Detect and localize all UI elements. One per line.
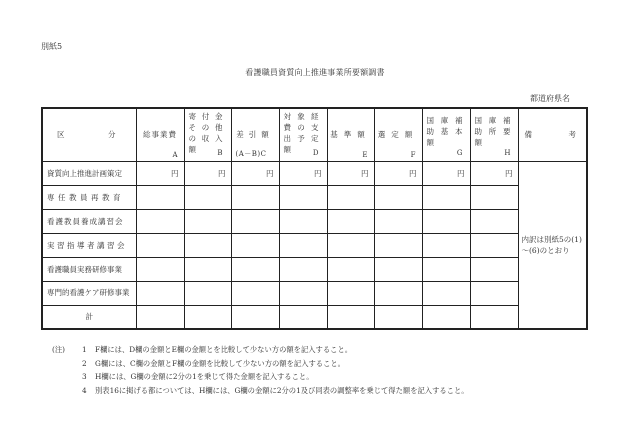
cell-h[interactable] — [470, 209, 518, 233]
note-item — [52, 343, 469, 357]
cell-c[interactable] — [231, 305, 279, 329]
cell-d[interactable]: 円 — [279, 161, 327, 185]
cell-g[interactable] — [422, 305, 470, 329]
row-label: 看護職員実務研修事業 — [42, 257, 136, 281]
cell-e[interactable]: 円 — [327, 161, 374, 185]
cell-b[interactable] — [184, 257, 231, 281]
cell-d[interactable] — [279, 209, 327, 233]
cell-d[interactable] — [279, 185, 327, 209]
header-col-b-label: 寄付金その他の収入額 — [188, 112, 227, 154]
table-row — [42, 233, 587, 257]
notes — [52, 343, 469, 397]
table-row — [42, 281, 587, 305]
header-col-g-letter: G — [456, 148, 466, 157]
cell-e[interactable] — [327, 305, 374, 329]
table-row — [42, 257, 587, 281]
header-col-c — [231, 108, 279, 161]
note-item — [52, 370, 469, 384]
cell-c[interactable] — [231, 281, 279, 305]
header-col-d-label: 対象経費の支出予定額 — [283, 112, 323, 154]
cell-b[interactable]: 円 — [184, 161, 231, 185]
note-text: G欄には、C欄の金額とF欄の金額を比較して少ない方の額を記入すること。 — [95, 358, 345, 368]
cell-f[interactable] — [374, 233, 422, 257]
note-item — [52, 384, 469, 398]
cell-e[interactable] — [327, 257, 374, 281]
row-label: 実習指導者講習会 — [42, 233, 136, 257]
cell-a[interactable] — [136, 257, 184, 281]
header-col-d-letter: D — [312, 148, 323, 157]
cell-d[interactable] — [279, 233, 327, 257]
header-col-g — [422, 108, 470, 161]
cell-a[interactable] — [136, 233, 184, 257]
header-col-g-label: 国庫補助基本額 — [426, 116, 466, 147]
header-col-e-label: 基準額 — [330, 130, 371, 140]
table-row — [42, 185, 587, 209]
row-label: 専門的看護ケア研修事業 — [42, 281, 136, 305]
cell-g[interactable] — [422, 233, 470, 257]
header-col-f — [374, 108, 422, 161]
cell-a[interactable]: 円 — [136, 161, 184, 185]
cell-a[interactable] — [136, 305, 184, 329]
note-number: 4 — [82, 385, 87, 395]
row-label-total: 計 — [42, 305, 136, 329]
cell-a[interactable] — [136, 185, 184, 209]
cell-e[interactable] — [327, 209, 374, 233]
cell-a[interactable] — [136, 209, 184, 233]
cell-a[interactable] — [136, 281, 184, 305]
header-category — [42, 108, 136, 161]
note-text: H欄には、G欄の金額に2分の1を乗じて得た金額を記入すること。 — [95, 372, 314, 381]
cell-h[interactable] — [470, 305, 518, 329]
note-text: 別表16に掲げる都については、H欄には、G欄の金額に2分の1及び同表の調整率を乗じて得た額を記入すること。 — [95, 385, 469, 395]
cell-b[interactable] — [184, 233, 231, 257]
cell-c[interactable] — [231, 233, 279, 257]
cell-b[interactable] — [184, 185, 231, 209]
cell-b[interactable] — [184, 305, 231, 329]
cell-b[interactable] — [184, 281, 231, 305]
header-col-a — [136, 108, 184, 161]
cell-h[interactable] — [470, 185, 518, 209]
header-col-e — [327, 108, 374, 161]
cell-f[interactable] — [374, 185, 422, 209]
cell-d[interactable] — [279, 257, 327, 281]
cell-c[interactable] — [231, 209, 279, 233]
cell-e[interactable] — [327, 281, 374, 305]
note-number: 3 — [82, 372, 87, 381]
cell-h[interactable] — [470, 281, 518, 305]
header-col-e-letter: E — [362, 150, 370, 159]
header-col-c-letter: (A－B)C — [235, 149, 267, 158]
cell-f[interactable] — [374, 257, 422, 281]
header-col-f-letter: F — [410, 150, 418, 159]
notes-prefix: (注) — [52, 345, 65, 354]
header-remarks-left: 備 — [524, 130, 532, 140]
header-col-c-label: 差引額 — [236, 130, 274, 140]
cell-g[interactable] — [422, 257, 470, 281]
cell-f[interactable] — [374, 281, 422, 305]
document-title: 看護職員資質向上推進事業所要額調書 — [245, 68, 385, 77]
header-col-h-label: 国庫補助所要額 — [474, 116, 514, 147]
cell-d[interactable] — [279, 281, 327, 305]
header-category-left: 区 — [57, 130, 65, 140]
table-row-total — [42, 305, 587, 329]
header-col-f-label: 選定額 — [377, 130, 419, 140]
header-row — [42, 108, 587, 161]
header-col-d — [279, 108, 327, 161]
cell-g[interactable] — [422, 185, 470, 209]
cell-d[interactable] — [279, 305, 327, 329]
cell-g[interactable]: 円 — [422, 161, 470, 185]
cell-e[interactable] — [327, 185, 374, 209]
prefecture-label: 都道府県名 — [530, 94, 570, 103]
cell-f[interactable]: 円 — [374, 161, 422, 185]
header-col-b — [184, 108, 231, 161]
row-label: 専任教員再教育 — [42, 185, 136, 209]
note-text: F欄には、D欄の金額とE欄の金額とを比較して少ない方の額を記入すること。 — [95, 345, 353, 354]
remarks-cell: 内訳は別紙5の(1)～(6)のとおり — [518, 161, 587, 329]
header-col-a-label: 総事業費 — [143, 130, 177, 140]
cell-c[interactable]: 円 — [231, 161, 279, 185]
header-col-b-letter: B — [217, 148, 227, 157]
header-col-h-letter: H — [504, 148, 514, 157]
cell-f[interactable] — [374, 209, 422, 233]
cell-b[interactable] — [184, 209, 231, 233]
row-label: 資質向上推進計画策定 — [42, 161, 136, 185]
cell-h[interactable] — [470, 233, 518, 257]
cell-c[interactable] — [231, 185, 279, 209]
header-col-h — [470, 108, 518, 161]
header-col-a-letter: A — [172, 150, 180, 159]
header-remarks-right: 考 — [568, 130, 576, 140]
row-label: 看護教員養成講習会 — [42, 209, 136, 233]
note-number: 1 — [82, 345, 87, 354]
budget-table — [41, 107, 588, 330]
cell-f[interactable] — [374, 305, 422, 329]
cell-h[interactable]: 円 — [470, 161, 518, 185]
cell-c[interactable] — [231, 257, 279, 281]
cell-h[interactable] — [470, 257, 518, 281]
form-number: 別紙5 — [41, 42, 63, 51]
cell-g[interactable] — [422, 281, 470, 305]
cell-e[interactable] — [327, 233, 374, 257]
table-row — [42, 161, 587, 185]
note-item — [52, 357, 469, 371]
table-row — [42, 209, 587, 233]
header-category-right: 分 — [108, 130, 116, 140]
cell-g[interactable] — [422, 209, 470, 233]
header-remarks — [518, 108, 587, 161]
note-number: 2 — [82, 358, 87, 368]
